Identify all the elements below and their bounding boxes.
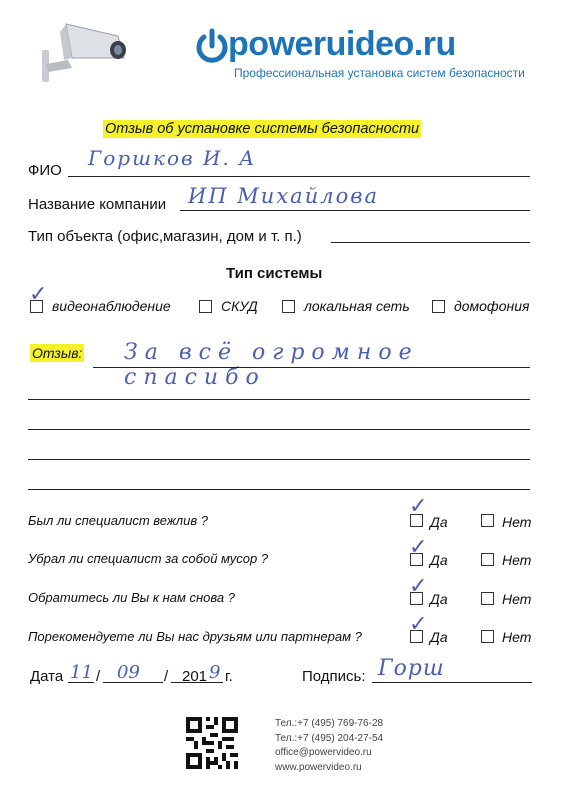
question-text: Был ли специалист вежлив ? — [28, 513, 208, 528]
review-label-text: Отзыв: — [32, 345, 83, 361]
fio-label: ФИО — [28, 162, 62, 179]
checkmark-icon: ✓ — [409, 612, 428, 637]
signature-line[interactable] — [372, 682, 532, 683]
date-label: Дата — [30, 668, 64, 685]
yes-label: Да — [430, 552, 448, 568]
tagline: Профессиональная установка систем безопасности — [234, 66, 525, 80]
option-label: домофония — [454, 298, 530, 314]
yes-label: Да — [430, 514, 448, 530]
checkmark-icon: ✓ — [409, 535, 428, 560]
email-link[interactable]: office@powervideo.ru — [275, 747, 372, 758]
company-label: Название компании — [28, 196, 167, 213]
date-day[interactable]: 11 — [70, 662, 93, 683]
object-type-line[interactable] — [331, 242, 530, 243]
camera-icon — [38, 14, 133, 89]
checkbox-skud[interactable] — [199, 300, 212, 313]
fio-value[interactable]: Горшков И. А — [88, 146, 257, 170]
review-line — [28, 459, 530, 460]
review-line — [28, 399, 530, 400]
contacts-block — [275, 717, 383, 775]
review-line — [28, 429, 530, 430]
question-text: Обратитесь ли Вы к нам снова ? — [28, 590, 235, 605]
review-line — [28, 489, 530, 490]
company-line — [180, 210, 530, 211]
checkbox-no[interactable] — [481, 553, 494, 566]
date-year-prefix: 201 — [182, 668, 208, 685]
phone-1: Тел.:+7 (495) 769-76-28 — [275, 718, 384, 729]
question-text: Убрал ли специалист за собой мусор ? — [28, 551, 269, 566]
no-label: Нет — [502, 629, 532, 645]
no-label: Нет — [502, 552, 532, 568]
yes-label: Да — [430, 629, 448, 645]
website-link[interactable]: www.powervideo.ru — [275, 761, 362, 773]
date-separator: / — [96, 668, 101, 685]
system-type-title: Тип системы — [226, 265, 323, 282]
company-value[interactable]: ИП Михайлова — [188, 184, 379, 208]
date-separator: / — [164, 668, 169, 685]
checkbox-no[interactable] — [481, 592, 494, 605]
no-label: Нет — [502, 514, 532, 530]
review-line — [93, 367, 530, 368]
checkbox-no[interactable] — [481, 630, 494, 643]
yes-label: Да — [430, 591, 448, 607]
fio-line — [68, 176, 530, 177]
signature: Горш — [378, 656, 445, 681]
option-label: видеонаблюдение — [52, 298, 171, 314]
power-icon — [194, 28, 230, 66]
checkmark-icon: ✓ — [409, 574, 428, 599]
qr-code-icon — [186, 717, 238, 769]
review-label — [30, 345, 84, 363]
checkmark-icon: ✓ — [409, 494, 428, 519]
logo-text: poweruideo.ru — [228, 25, 456, 63]
checkbox-no[interactable] — [481, 514, 494, 527]
option-label: СКУД — [221, 298, 258, 314]
signature-label: Подпись: — [302, 668, 366, 685]
date-year-digit[interactable]: 9 — [209, 662, 221, 683]
date-suffix: г. — [225, 668, 233, 685]
phone-2: Тел.:+7 (495) 204-27-54 — [275, 732, 384, 744]
date-month[interactable]: 09 — [117, 662, 140, 683]
review-text[interactable]: За всё огромное спасибо — [124, 340, 419, 390]
form-title — [103, 120, 421, 138]
checkbox-intercom[interactable] — [432, 300, 445, 313]
no-label: Нет — [502, 591, 532, 607]
question-text: Порекомендуете ли Вы нас друзьям или партнерам ? — [28, 629, 362, 644]
option-label: локальная сеть — [304, 298, 410, 314]
checkmark-icon: ✓ — [29, 282, 48, 307]
checkbox-lan[interactable] — [282, 300, 295, 313]
object-type-label: Тип объекта (офис,магазин, дом и т. п.) — [28, 228, 302, 245]
form-title-text: Отзыв об установке системы безопасности — [105, 121, 420, 137]
